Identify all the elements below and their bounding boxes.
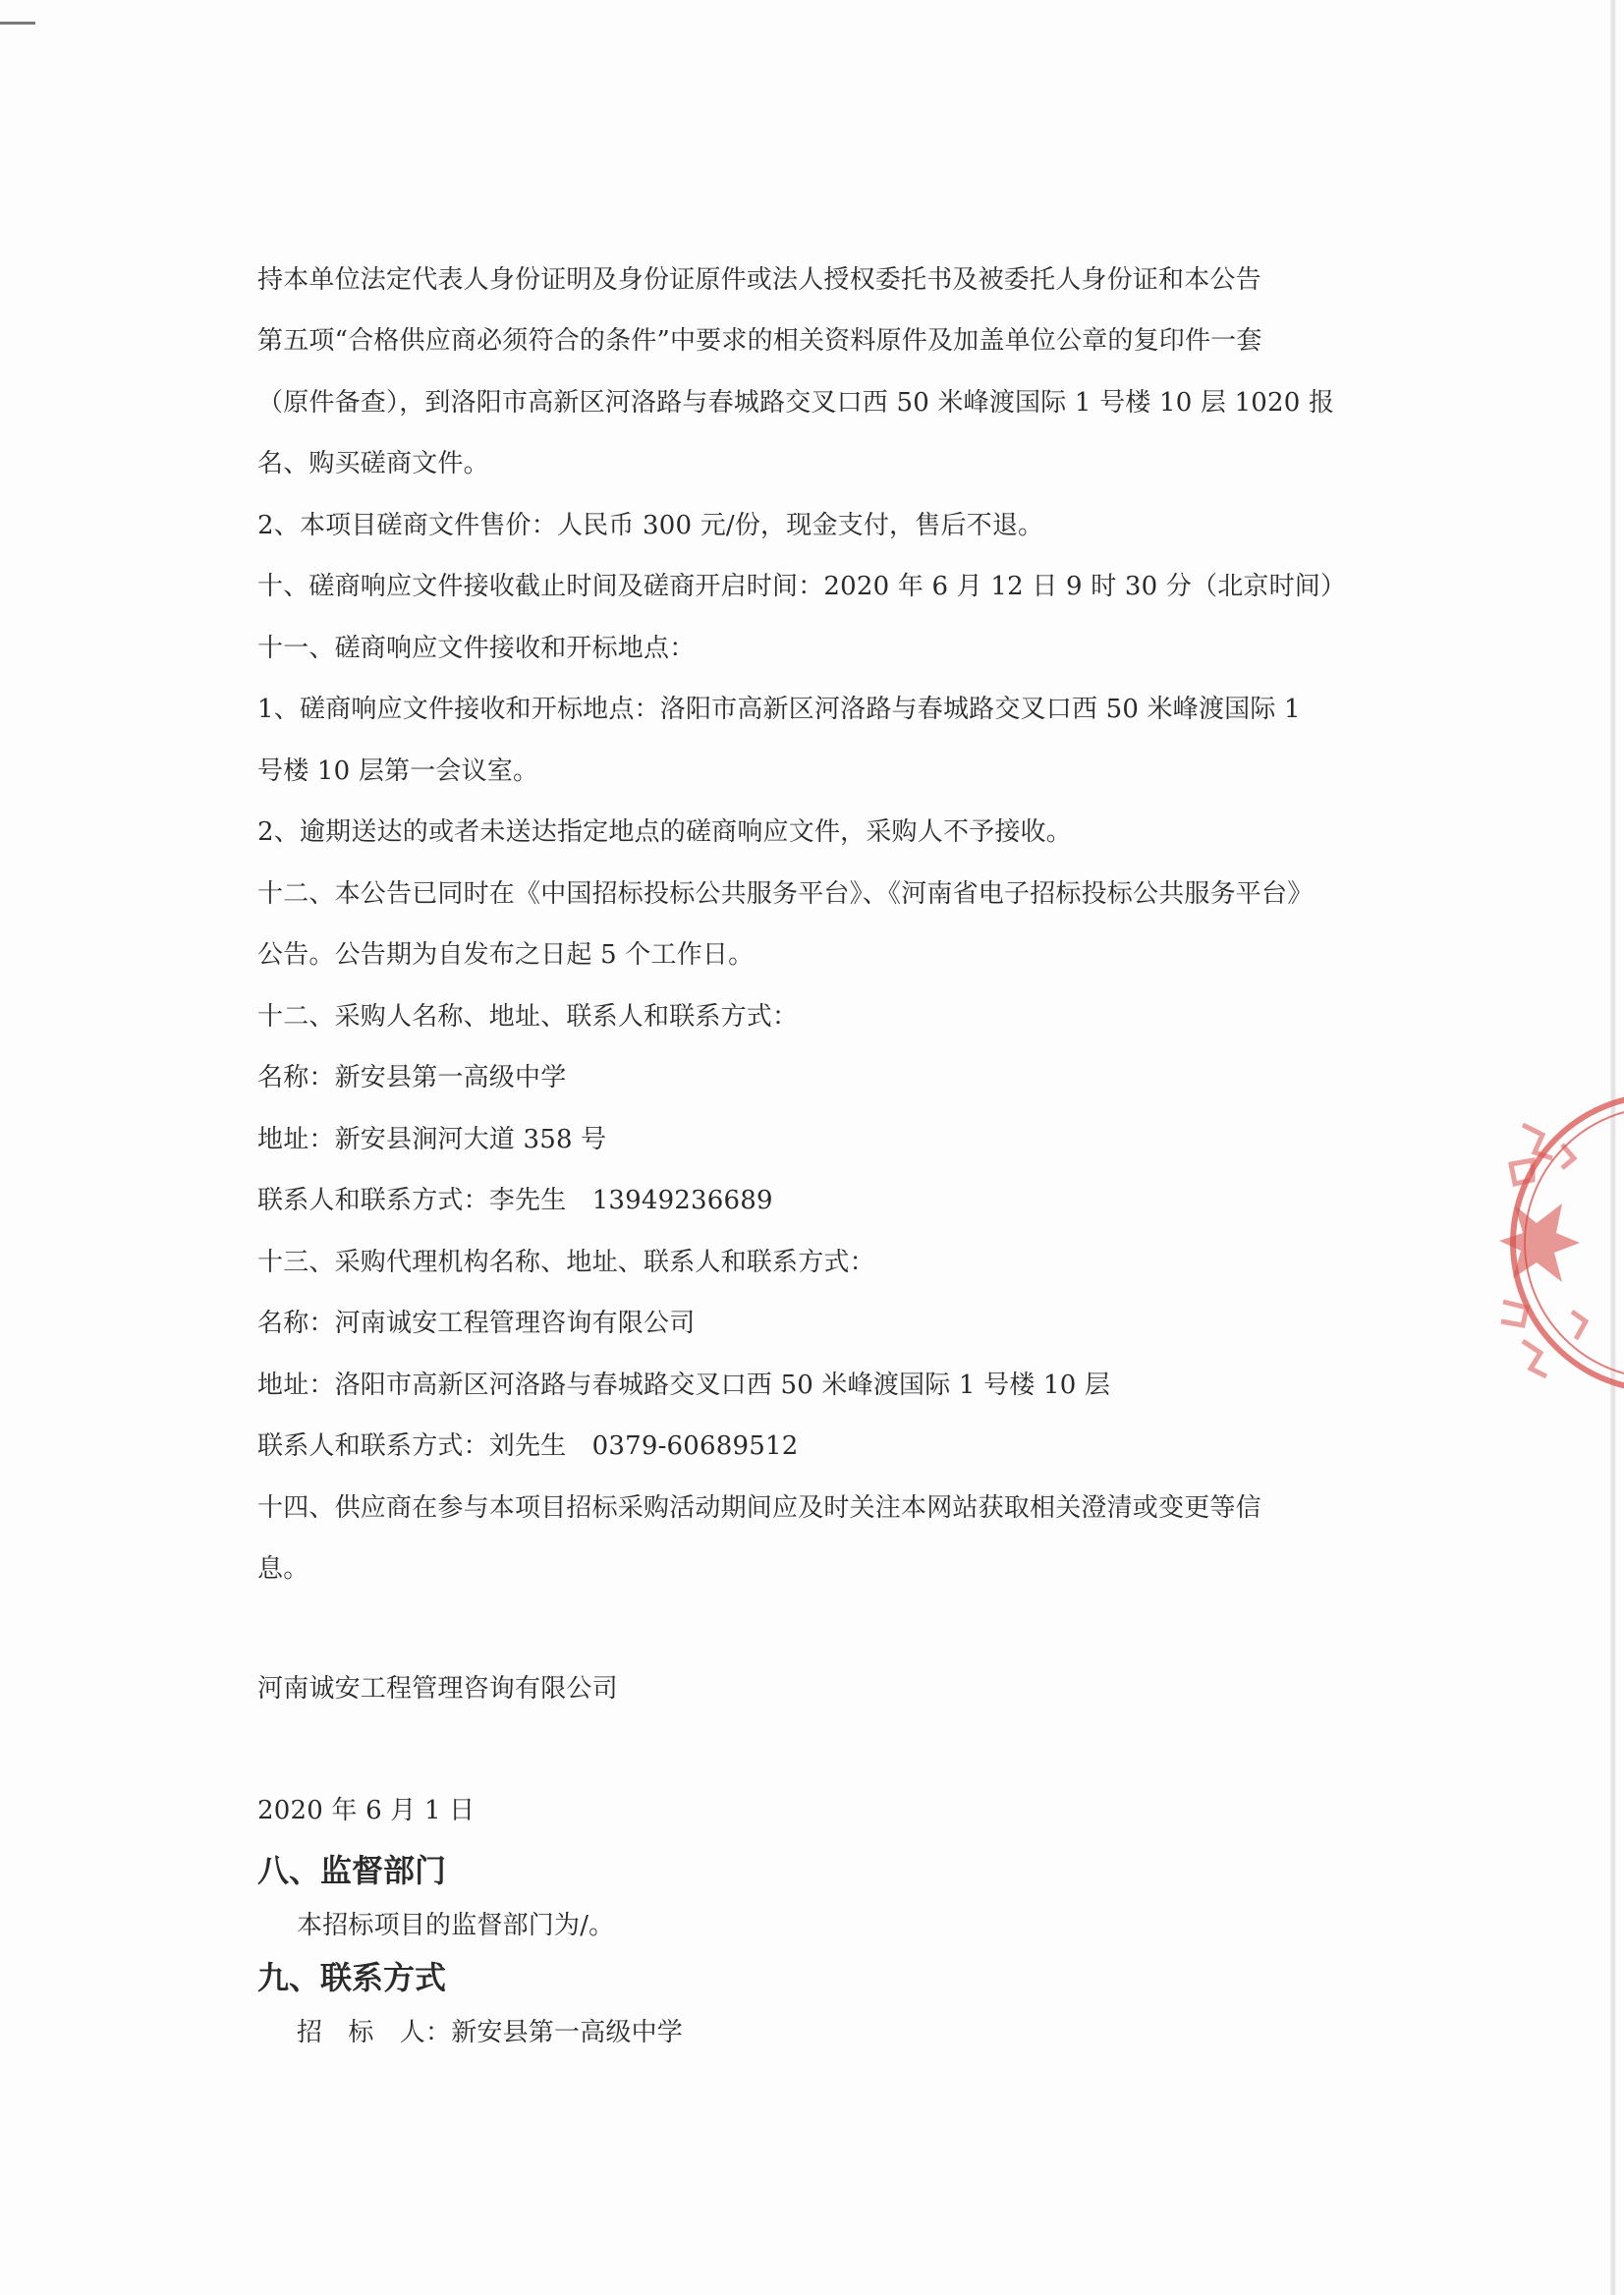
section-8-body: 本招标项目的监督部门为/。 — [297, 1911, 615, 1940]
body-line: 号楼 10 层第一会议室。 — [257, 756, 539, 786]
signature-date: 2020 年 6 月 1 日 — [257, 1796, 476, 1825]
body-line: 地址：新安县涧河大道 358 号 — [257, 1125, 607, 1154]
body-line: 2、本项目磋商文件售价：人民币 300 元/份，现金支付，售后不退。 — [257, 511, 1044, 540]
signature-company: 河南诚安工程管理咨询有限公司 — [257, 1674, 618, 1704]
section-8-heading: 八、监督部门 — [257, 1852, 447, 1889]
body-line: 1、磋商响应文件接收和开标地点：洛阳市高新区河洛路与春城路交叉口西 50 米峰渡国际 1 — [257, 695, 1301, 724]
official-seal — [1493, 1086, 1624, 1400]
body-line: 十三、采购代理机构名称、地址、联系人和联系方式： — [257, 1248, 875, 1277]
body-line: 十二、采购人名称、地址、联系人和联系方式： — [257, 1002, 799, 1032]
body-line: 2、逾期送达的或者未送达指定地点的磋商响应文件，采购人不予接收。 — [257, 817, 1072, 847]
section-9-heading: 九、联系方式 — [257, 1959, 447, 1996]
scan-mark — [0, 22, 35, 25]
body-line: 联系人和联系方式：李先生 13949236689 — [257, 1186, 773, 1215]
body-line: 十二、本公告已同时在《中国招标投标公共服务平台》、《河南省电子招标投标公共服务平台》 — [257, 879, 1314, 909]
body-line: 第五项“合格供应商必须符合的条件”中要求的相关资料原件及加盖单位公章的复印件一套 — [257, 326, 1262, 356]
body-line: 地址：洛阳市高新区河洛路与春城路交叉口西 50 米峰渡国际 1 号楼 10 层 — [257, 1371, 1111, 1400]
body-line: 名称：河南诚安工程管理咨询有限公司 — [257, 1309, 696, 1338]
body-line: 十四、供应商在参与本项目招标采购活动期间应及时关注本网站获取相关澄清或变更等信 — [257, 1493, 1261, 1523]
body-line: 联系人和联系方式：刘先生 0379-60689512 — [257, 1431, 799, 1461]
body-line: 名称：新安县第一高级中学 — [257, 1063, 567, 1092]
body-line: 息。 — [257, 1554, 309, 1584]
body-line: 名、购买磋商文件。 — [257, 449, 489, 478]
body-line: 持本单位法定代表人身份证明及身份证原件或法人授权委托书及被委托人身份证和本公告 — [257, 265, 1261, 295]
body-line: 十、磋商响应文件接收截止时间及磋商开启时间：2020 年 6 月 12 日 9 时 30 分（北京时间） — [257, 572, 1347, 601]
body-line: 十一、磋商响应文件接收和开标地点： — [257, 634, 696, 663]
body-line: （原件备查），到洛阳市高新区河洛路与春城路交叉口西 50 米峰渡国际 1 号楼 10 层 1020 报 — [257, 388, 1335, 418]
section-9-body: 招 标 人：新安县第一高级中学 — [297, 2018, 684, 2047]
body-line: 公告。公告期为自发布之日起 5 个工作日。 — [257, 940, 755, 970]
